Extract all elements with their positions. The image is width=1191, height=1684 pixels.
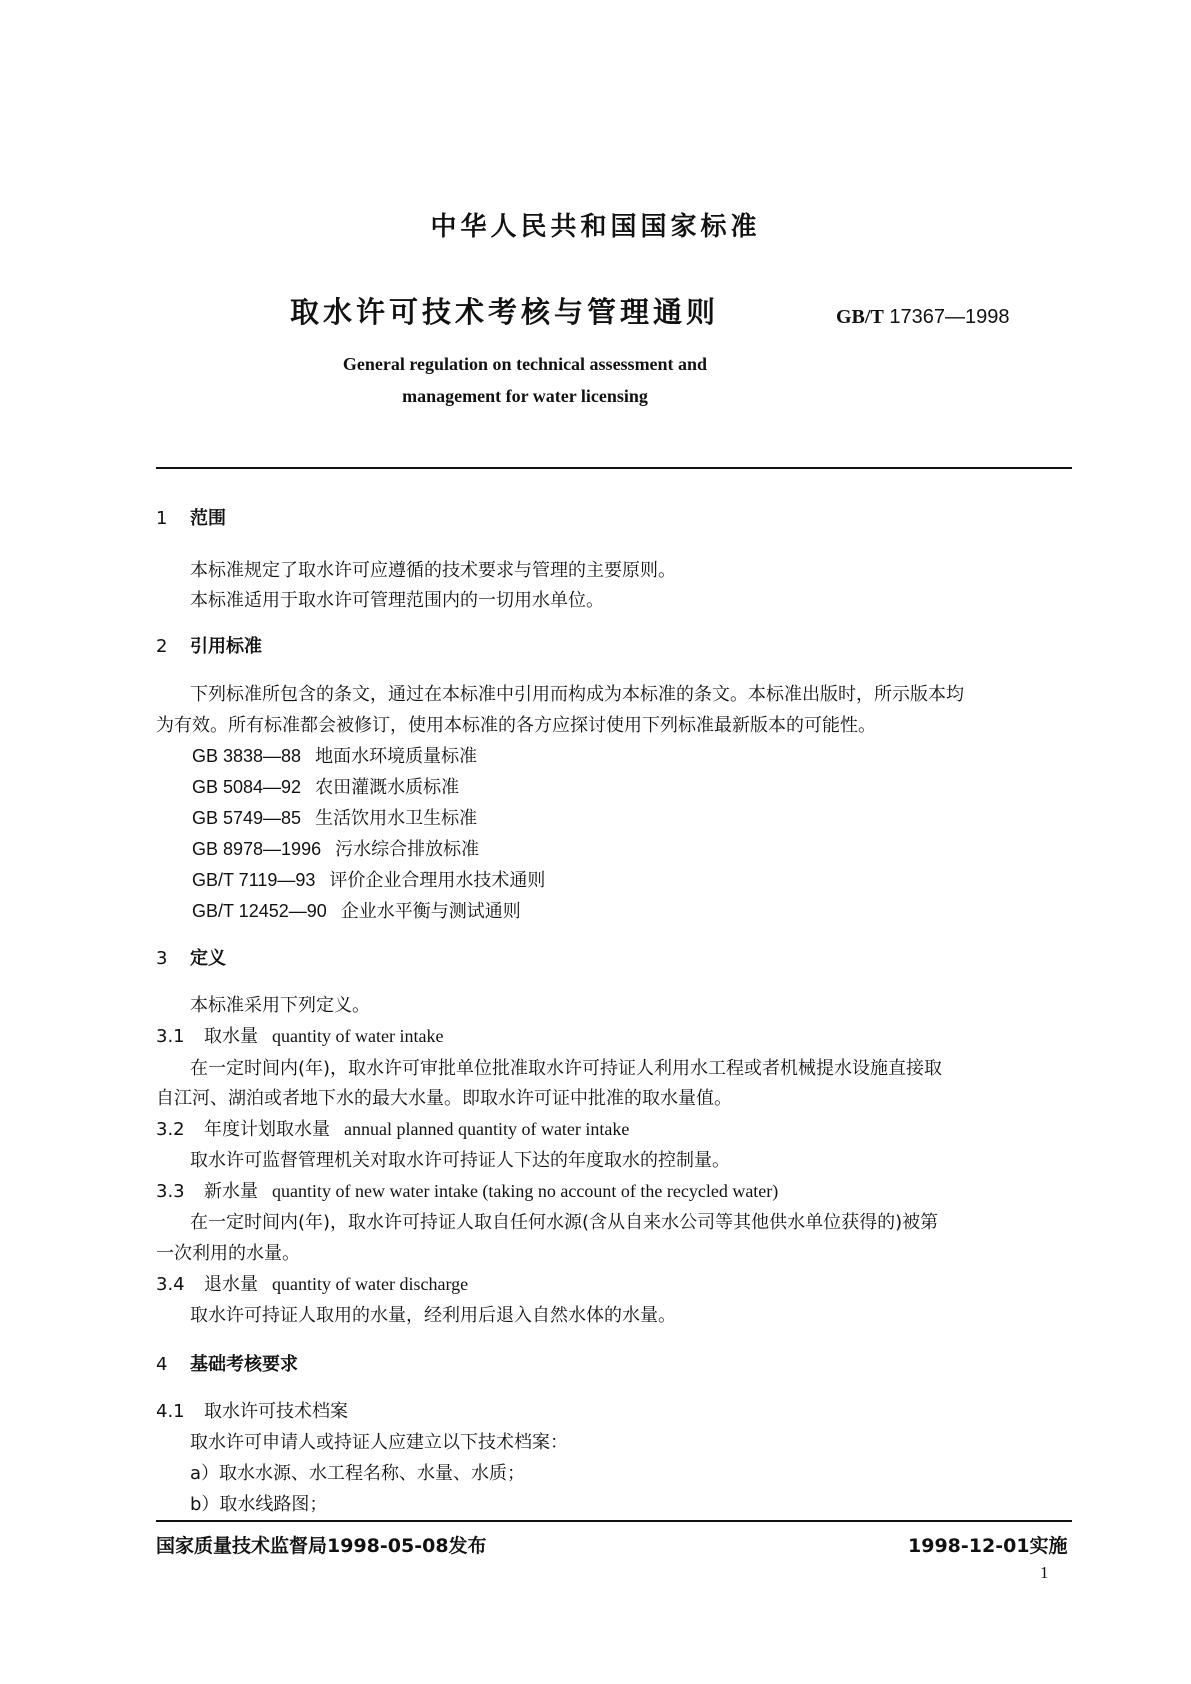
document-title-en-line1: General regulation on technical assessment and [342,354,708,374]
term-en: quantity of new water intake (taking no account of the recycled water) [272,1181,779,1201]
reference-code: GB 8978—1996 [192,839,322,859]
term-en: quantity of water intake [272,1026,444,1046]
bottom-divider [156,1520,1072,1522]
section-title: 基础考核要求 [190,1354,298,1375]
subsection-4-1-heading [156,1397,348,1423]
paragraph: 本标准采用下列定义。 [190,995,370,1016]
reference-item [192,897,521,923]
definition-3-2-heading [156,1115,629,1141]
reference-item [192,742,477,768]
subsection-title: 取水许可技术档案 [204,1401,348,1422]
section-number: 1 [156,508,168,529]
reference-code: GB/T 7119—93 [192,870,316,890]
paragraph: 在一定时间内(年)，取水许可持证人取自任何水源(含从自来水公司等其他供水单位获得的)被第 [190,1212,939,1233]
reference-name: 农田灌溉水质标准 [315,777,460,798]
reference-code: GB 5749—85 [192,808,302,828]
top-divider [156,467,1072,469]
section-3-heading [156,944,226,970]
reference-item [192,773,459,799]
term-cn: 新水量 [204,1181,258,1202]
paragraph: 取水许可持证人取用的水量，经利用后退入自然水体的水量。 [190,1305,676,1326]
subsection-number: 3.1 [156,1026,185,1047]
definition-3-3-heading [156,1177,778,1203]
paragraph: 一次利用的水量。 [156,1243,300,1264]
subsection-number: 3.4 [156,1274,185,1295]
term-en: annual planned quantity of water intake [344,1119,630,1139]
subsection-number: 3.2 [156,1119,185,1140]
standard-code [836,306,1009,329]
standard-code-prefix: GB/T [836,306,884,328]
reference-item [192,804,477,830]
section-title: 定义 [190,948,226,969]
section-number: 2 [156,636,168,657]
section-1-heading [156,504,226,530]
term-cn: 年度计划取水量 [204,1119,330,1140]
paragraph: 下列标准所包含的条文，通过在本标准中引用而构成为本标准的条文。本标准出版时，所示版本均 [190,684,964,705]
reference-name: 污水综合排放标准 [335,839,480,860]
reference-code: GB/T 12452—90 [192,901,327,921]
national-standard-heading: 中华人民共和国国家标准 [430,212,761,242]
section-2-heading [156,632,262,658]
subsection-number: 3.3 [156,1181,185,1202]
paragraph: 在一定时间内(年)，取水许可审批单位批准取水许可持证人利用水工程或者机械提水设施直接取 [190,1058,943,1079]
reference-code: GB 3838—88 [192,746,302,766]
list-item: a）取水水源、水工程名称、水量、水质； [190,1463,526,1484]
page-number: 1 [1040,1563,1049,1582]
issue-info: 国家质量技术监督局1998-05-08发布 [156,1535,487,1557]
document-title-cn: 取水许可技术考核与管理通则 [290,295,720,329]
reference-name: 评价企业合理用水技术通则 [329,870,546,891]
paragraph: 自江河、湖泊或者地下水的最大水量。即取水许可证中批准的取水量值。 [156,1088,732,1109]
section-number: 3 [156,948,168,969]
term-cn: 取水量 [204,1026,258,1047]
reference-name: 生活饮用水卫生标准 [315,808,478,829]
paragraph: 本标准适用于取水许可管理范围内的一切用水单位。 [190,590,604,611]
reference-item [192,866,545,892]
reference-name: 企业水平衡与测试通则 [340,901,521,922]
section-number: 4 [156,1354,168,1375]
standard-code-number: 17367—1998 [889,306,1010,328]
paragraph: 取水许可申请人或持证人应建立以下技术档案： [190,1432,568,1453]
reference-code: GB 5084—92 [192,777,302,797]
paragraph: 为有效。所有标准都会被修订，使用本标准的各方应探讨使用下列标准最新版本的可能性。 [156,715,876,736]
document-title-en-line2: management for water licensing [402,386,648,406]
reference-name: 地面水环境质量标准 [315,746,478,767]
term-en: quantity of water discharge [272,1274,469,1294]
section-title: 范围 [190,508,226,529]
paragraph: 取水许可监督管理机关对取水许可持证人下达的年度取水的控制量。 [190,1150,730,1171]
reference-item [192,835,479,861]
section-4-heading [156,1350,298,1376]
paragraph: 本标准规定了取水许可应遵循的技术要求与管理的主要原则。 [190,560,676,581]
definition-3-1-heading [156,1022,443,1048]
definition-3-4-heading [156,1270,468,1296]
list-item: b）取水线路图； [190,1494,328,1515]
section-title: 引用标准 [190,636,262,657]
term-cn: 退水量 [204,1274,258,1295]
implementation-date: 1998-12-01实施 [908,1535,1068,1557]
subsection-number: 4.1 [156,1401,185,1422]
